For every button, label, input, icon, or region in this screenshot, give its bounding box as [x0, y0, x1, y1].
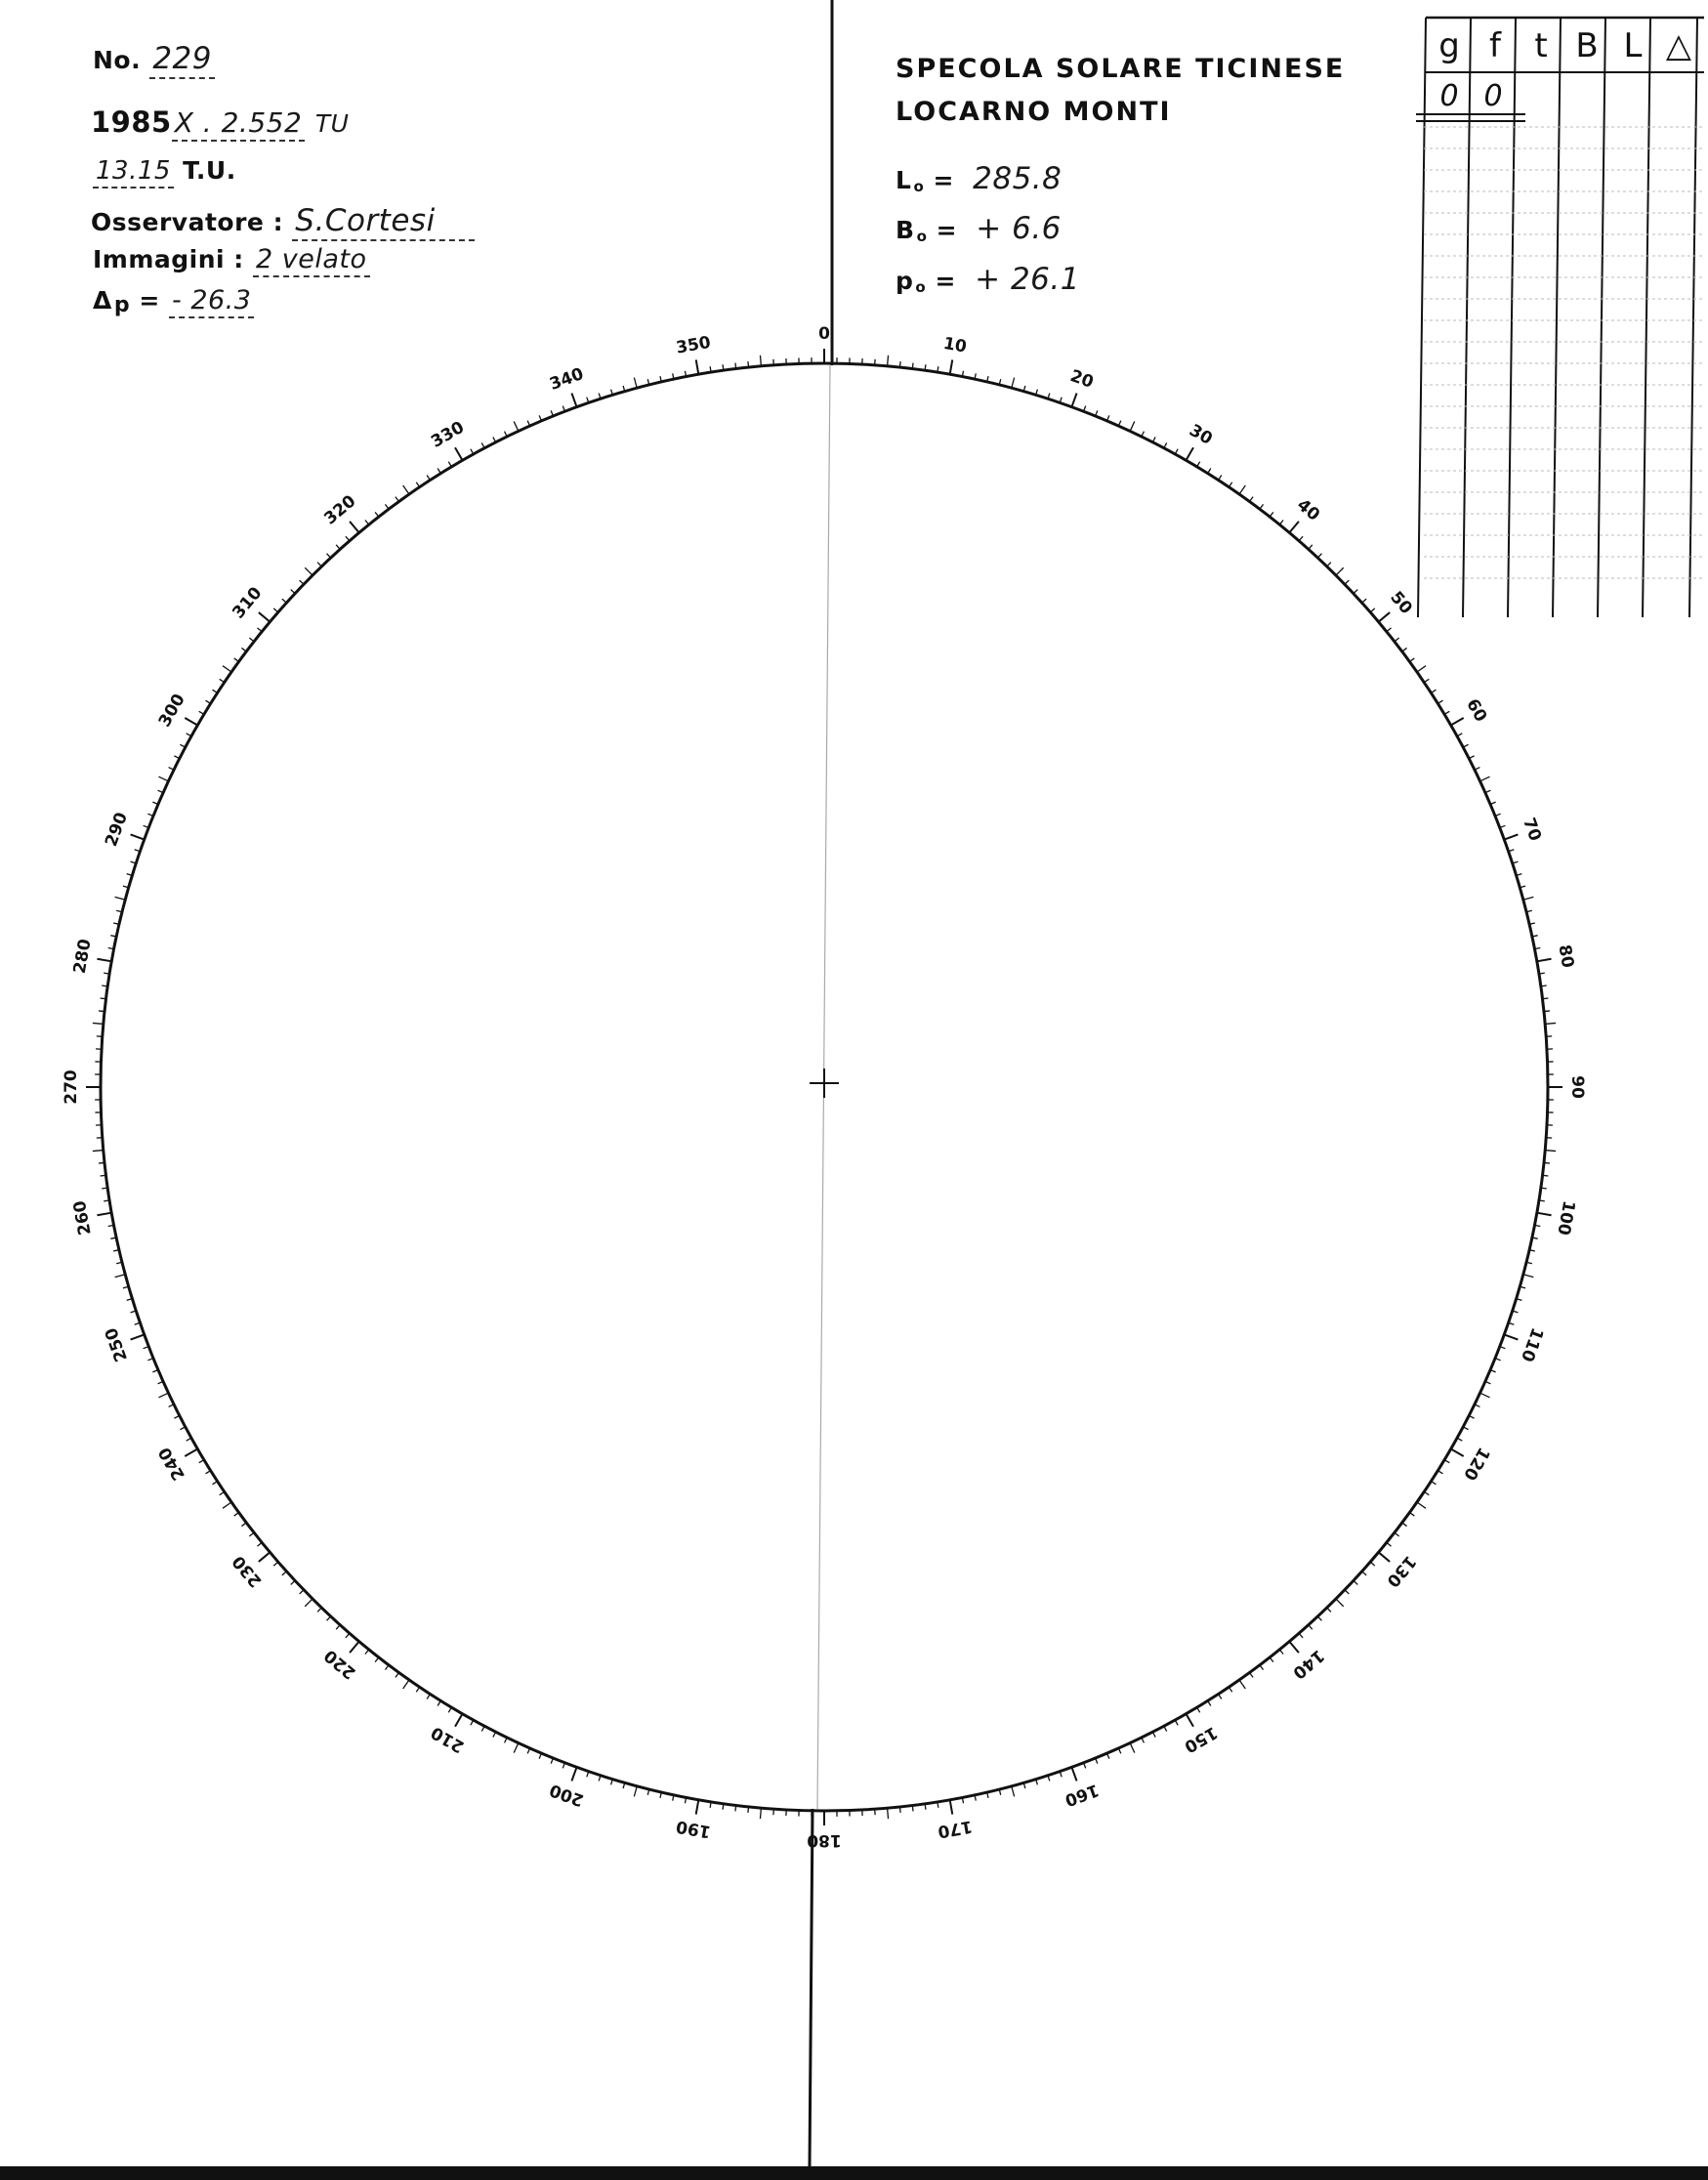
scale-tick [1537, 1213, 1552, 1216]
scale-label-150: 150 [1181, 1722, 1221, 1757]
scale-tick [403, 1680, 409, 1689]
scale-tick [1309, 1625, 1312, 1629]
scale-tick [305, 1599, 312, 1607]
scale-label-100: 100 [1553, 1198, 1579, 1237]
scale-tick [888, 1808, 889, 1819]
table-header-t: t [1534, 26, 1548, 65]
scale-tick [1354, 1580, 1357, 1584]
scale-tick [234, 1513, 239, 1517]
scale-tick [131, 834, 145, 839]
scale-tick [1537, 959, 1552, 962]
scale-tick [427, 1694, 430, 1698]
scale-tick [97, 1213, 111, 1216]
scale-tick [1424, 679, 1429, 682]
scale-tick [696, 1800, 699, 1815]
scale-tick [710, 1802, 711, 1808]
scale-tick [1480, 776, 1490, 781]
scale-tick [99, 1011, 104, 1012]
L0-value: 285.8 [973, 161, 1062, 196]
scale-tick [1219, 1694, 1222, 1698]
scale-tick [1071, 1767, 1076, 1781]
scale-tick [396, 497, 399, 502]
scale-tick [1327, 1608, 1331, 1612]
date-rest: X . 2.552 [172, 106, 306, 142]
institution-line2: LOCARNO MONTI [896, 97, 1172, 127]
scale-tick [185, 1449, 197, 1457]
scale-tick [1542, 1175, 1548, 1176]
scale-tick [1545, 1023, 1556, 1024]
scale-tick [101, 1175, 106, 1176]
scale-tick [1402, 648, 1407, 651]
scale-tick [571, 1767, 576, 1781]
scale-tick [259, 1552, 270, 1562]
scale-tick [1402, 1523, 1407, 1527]
number-label: No. [93, 46, 142, 74]
scale-label-230: 230 [229, 1551, 267, 1591]
scale-tick [1523, 897, 1534, 900]
scale-tick [1279, 1650, 1283, 1655]
scale-tick [723, 1804, 724, 1810]
scale-tick [1539, 973, 1545, 974]
scale-tick [99, 1162, 104, 1163]
scale-label-350: 350 [674, 332, 713, 358]
scale-tick [1071, 394, 1076, 407]
scale-tick [97, 959, 111, 962]
scale-tick [1544, 1011, 1550, 1012]
table-column-line [1463, 18, 1471, 617]
scale-tick [249, 1532, 254, 1536]
scale-tick [104, 973, 109, 974]
scale-label-110: 110 [1517, 1324, 1547, 1364]
images-value: 2 velato [253, 244, 370, 277]
scale-tick [317, 563, 321, 566]
B0-label: B [896, 216, 915, 244]
scale-tick [220, 679, 225, 682]
scale-tick [1327, 563, 1331, 566]
scale-label-300: 300 [154, 691, 189, 731]
scale-tick [1539, 1200, 1545, 1201]
scale-tick [416, 1687, 419, 1692]
scale-tick [131, 1334, 145, 1339]
scale-tick [185, 718, 197, 726]
table-column-line [1508, 18, 1516, 617]
scale-tick [1379, 1552, 1390, 1562]
scale-tick [1239, 485, 1245, 494]
scale-tick [346, 1633, 350, 1638]
scale-label-90: 90 [1567, 1075, 1587, 1099]
scale-label-250: 250 [102, 1324, 132, 1364]
scale-tick [102, 1188, 107, 1189]
scale-tick [760, 356, 761, 366]
scale-tick [723, 364, 724, 370]
table-header-f: f [1489, 26, 1501, 65]
scale-tick [220, 1491, 225, 1494]
table-cell-g: 0 [1439, 79, 1459, 113]
scale-label-270: 270 [62, 1069, 81, 1105]
scale-tick [1130, 421, 1135, 431]
P0-sub: o [915, 278, 927, 296]
table-header-delta: △ [1665, 26, 1692, 65]
scale-tick [158, 1393, 168, 1398]
number-value: 229 [149, 41, 215, 79]
scale-tick [1309, 545, 1312, 549]
table-header-g: g [1438, 26, 1460, 65]
scale-tick [350, 522, 359, 532]
scale-tick [1299, 536, 1303, 541]
B0-sub: o [916, 228, 928, 245]
scale-tick [1289, 522, 1299, 532]
scale-tick [273, 608, 278, 612]
scale-tick [937, 366, 938, 372]
scale-tick [455, 447, 463, 460]
scale-tick [696, 359, 699, 374]
observer-value: S.Cortesi [292, 203, 474, 241]
scale-tick [748, 361, 749, 367]
delta-p-value: - 26.3 [169, 285, 254, 318]
scale-tick [1336, 567, 1344, 575]
scale-tick [93, 1151, 104, 1152]
table-column-line [1689, 18, 1697, 617]
scale-tick [1395, 638, 1399, 642]
scale-label-40: 40 [1293, 495, 1324, 525]
table-column-line [1553, 18, 1561, 617]
scale-tick [514, 421, 519, 431]
scale-tick [1541, 985, 1547, 986]
scale-tick [950, 1800, 953, 1815]
scale-tick [1409, 658, 1414, 662]
scale-tick [1270, 1657, 1273, 1662]
scale-tick [300, 580, 304, 584]
scale-tick [925, 1804, 926, 1810]
scale-label-220: 220 [320, 1645, 360, 1683]
scale-tick [385, 504, 389, 509]
scale-tick [327, 554, 331, 558]
scale-label-280: 280 [69, 937, 96, 976]
scale-tick [1417, 666, 1426, 672]
scale-tick [1354, 590, 1357, 594]
scale-tick [1279, 520, 1283, 524]
scale-tick [93, 1023, 104, 1024]
P0-value: + 26.1 [975, 262, 1080, 297]
scale-tick [748, 1807, 749, 1813]
table-header-B: B [1575, 26, 1599, 65]
table-column-line [1598, 18, 1605, 617]
scale-tick [1379, 612, 1390, 622]
scale-label-240: 240 [154, 1444, 189, 1484]
scale-tick [950, 359, 953, 374]
P0-eq: = [935, 267, 956, 295]
scale-tick [1289, 1642, 1299, 1653]
scale-tick [514, 1743, 519, 1753]
scale-tick [1345, 580, 1349, 584]
L0-sub: o [913, 178, 925, 195]
scale-tick [1431, 690, 1436, 692]
P0-label: p [896, 267, 914, 295]
spot-table [1416, 18, 1704, 617]
scale-tick [1229, 482, 1231, 487]
scale-tick [234, 658, 239, 662]
scale-tick [1219, 476, 1222, 481]
scale-tick [223, 666, 231, 672]
scale-tick [1451, 718, 1464, 726]
scale-label-190: 190 [674, 1816, 713, 1842]
date-suffix: TU [314, 109, 350, 138]
scale-label-20: 20 [1067, 366, 1097, 393]
scale-tick [1239, 1680, 1245, 1689]
scale-tick [403, 485, 409, 494]
scale-label-330: 330 [428, 417, 468, 452]
scale-tick [346, 536, 350, 541]
scale-tick [735, 1805, 736, 1811]
scale-label-170: 170 [936, 1816, 975, 1842]
scale-tick [158, 776, 168, 781]
scale-tick [1395, 1532, 1399, 1536]
scale-tick [1336, 1599, 1344, 1607]
scale-tick [282, 1572, 286, 1575]
scale-tick [257, 1542, 262, 1546]
scale-label-310: 310 [229, 583, 267, 623]
scale-tick [912, 363, 913, 369]
table-header-L: L [1623, 26, 1643, 65]
scale-tick [291, 1580, 295, 1584]
observer-label: Osservatore : [91, 208, 284, 236]
scale-tick [1523, 1275, 1534, 1278]
scale-tick [1270, 512, 1273, 517]
scale-tick [1387, 1542, 1392, 1546]
scale-tick [1187, 447, 1194, 460]
table-column-line [1643, 18, 1650, 617]
scale-tick [427, 476, 430, 481]
scale-label-60: 60 [1462, 695, 1491, 726]
scale-label-140: 140 [1288, 1645, 1328, 1683]
scale-tick [912, 1805, 913, 1811]
scale-tick [1431, 1482, 1436, 1485]
scale-tick [241, 1523, 246, 1527]
axis-bottom-line [810, 1809, 812, 2166]
scale-tick [241, 648, 246, 651]
scale-tick [1317, 1616, 1321, 1620]
scale-tick [257, 628, 262, 632]
scale-label-120: 120 [1459, 1444, 1494, 1484]
scale-tick [259, 612, 270, 622]
scale-tick [735, 363, 736, 369]
scale-label-210: 210 [428, 1722, 468, 1757]
scale-tick [249, 638, 254, 642]
date-year: 1985 [91, 105, 172, 139]
scale-label-70: 70 [1519, 815, 1545, 844]
institution-line1: SPECOLA SOLARE TICINESE [896, 54, 1346, 84]
scale-tick [455, 1714, 463, 1727]
scale-label-290: 290 [102, 810, 132, 850]
scale-tick [115, 897, 126, 900]
scale-tick [937, 1802, 938, 1808]
scale-tick [223, 1502, 231, 1508]
scale-label-160: 160 [1062, 1780, 1102, 1810]
delta-p-sub: p [113, 293, 131, 317]
scale-tick [571, 394, 576, 407]
scale-tick [327, 1616, 331, 1620]
scale-tick [385, 1665, 389, 1670]
scale-tick [213, 1482, 218, 1485]
scale-tick [1012, 378, 1015, 389]
scale-label-30: 30 [1186, 420, 1216, 449]
scale-tick [350, 1642, 359, 1653]
scale-tick [1362, 1572, 1366, 1575]
scale-tick [102, 985, 107, 986]
scale-label-320: 320 [320, 491, 360, 529]
scale-tick [1544, 1162, 1550, 1163]
images-label: Immagini : [93, 245, 244, 273]
scale-label-10: 10 [941, 333, 969, 357]
scale-tick [273, 1562, 278, 1566]
scale-tick [1345, 1590, 1349, 1594]
scale-tick [291, 590, 295, 594]
scale-tick [115, 1275, 126, 1278]
scale-tick [336, 1625, 340, 1629]
delta-p-eq: = [139, 286, 160, 314]
scale-tick [1370, 1562, 1375, 1566]
scale-tick [888, 356, 889, 366]
scale-tick [1542, 998, 1548, 999]
scale-tick [1541, 1188, 1547, 1189]
scale-tick [1370, 608, 1375, 612]
scale-tick [1504, 834, 1518, 839]
scale-tick [925, 364, 926, 370]
scale-label-260: 260 [69, 1198, 96, 1237]
table-column-line [1418, 18, 1426, 617]
scale-tick [213, 690, 218, 692]
scale-tick [1250, 1672, 1254, 1677]
scale-tick [282, 599, 286, 603]
scale-label-340: 340 [547, 364, 587, 395]
scale-tick [365, 520, 369, 524]
scale-tick [375, 512, 379, 517]
L0-label: L [896, 166, 912, 194]
scale-tick [1545, 1151, 1556, 1152]
scale-tick [1012, 1786, 1015, 1797]
scale-tick [1387, 628, 1392, 632]
scale-tick [899, 1807, 900, 1813]
scale-tick [1424, 1491, 1429, 1494]
scale-tick [1451, 1449, 1464, 1457]
B0-eq: = [936, 216, 958, 244]
scale-tick [899, 361, 900, 367]
scale-tick [634, 378, 637, 389]
scale-label-180: 180 [807, 1830, 842, 1850]
scale-tick [1480, 1393, 1490, 1398]
scale-tick [1229, 1687, 1231, 1692]
scale-label-130: 130 [1382, 1551, 1420, 1591]
scale-tick [416, 482, 419, 487]
time-value: 13.15 [93, 156, 174, 189]
scale-tick [104, 1200, 109, 1201]
scale-tick [1362, 599, 1366, 603]
scale-tick [375, 1657, 379, 1662]
scale-tick [1504, 1334, 1518, 1339]
scale-tick [634, 1786, 637, 1797]
scale-tick [305, 567, 312, 575]
scale-tick [365, 1650, 369, 1655]
B0-value: + 6.6 [976, 211, 1062, 246]
bottom-scan-edge [0, 2166, 1708, 2180]
L0-eq: = [933, 166, 954, 194]
scale-tick [1250, 497, 1254, 502]
scale-tick [300, 1590, 304, 1594]
scale-tick [1409, 1513, 1414, 1517]
table-cell-f: 0 [1483, 79, 1503, 113]
scale-tick [1260, 1665, 1264, 1670]
scale-label-50: 50 [1386, 587, 1416, 618]
scale-tick [396, 1672, 399, 1677]
scale-tick [336, 545, 340, 549]
time-unit: T.U. [183, 156, 236, 185]
scale-tick [317, 1608, 321, 1612]
scale-tick [101, 998, 106, 999]
scale-tick [1130, 1743, 1135, 1753]
scale-tick [760, 1808, 761, 1819]
delta-p-label: Δ [93, 286, 112, 314]
scale-label-200: 200 [547, 1780, 587, 1810]
scale-tick [1260, 504, 1264, 509]
scale-tick [710, 366, 711, 372]
scale-tick [1317, 554, 1321, 558]
scale-tick [1299, 1633, 1303, 1638]
scale-tick [1417, 1502, 1426, 1508]
scale-label-80: 80 [1554, 943, 1578, 970]
scale-tick [1187, 1714, 1194, 1727]
scale-label-0: 0 [818, 324, 830, 344]
